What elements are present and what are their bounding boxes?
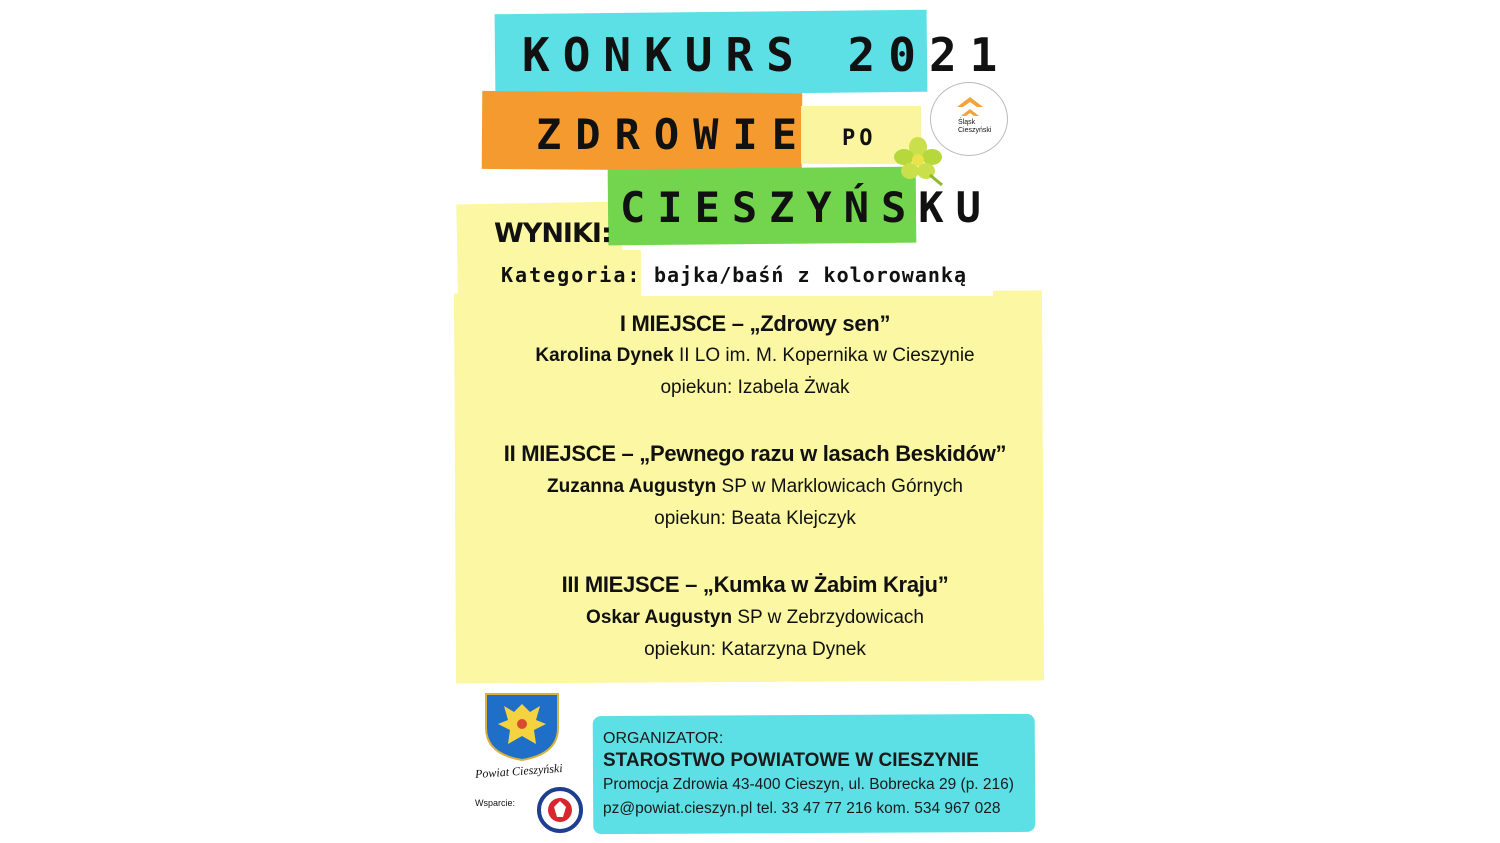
place-2-name: Zuzanna Augustyn — [547, 476, 717, 497]
place-2-person — [455, 476, 1055, 498]
logo-text-cieszynski: Cieszyński — [958, 127, 992, 134]
place-3-guardian: opiekun: Katarzyna Dynek — [644, 639, 866, 660]
organizer-name: STAROSTWO POWIATOWE W CIESZYNIE — [603, 750, 979, 771]
place-2-guardian: opiekun: Beata Klejczyk — [654, 508, 856, 529]
mountain-icon — [955, 95, 985, 117]
place-1-guardian: opiekun: Izabela Żwak — [660, 377, 850, 398]
place-3-name: Oskar Augustyn — [586, 607, 733, 628]
powiat-crest-icon — [482, 690, 562, 762]
place-1-person — [455, 345, 1055, 367]
sanepid-logo-icon — [537, 787, 583, 833]
place-2-title: II MIEJSCE – „Pewnego razu w lasach Beskidów” — [503, 441, 1007, 466]
category-value: bajka/baśń z kolorowanką — [654, 263, 967, 287]
place-3-school: SP w Zebrzydowicach — [732, 607, 924, 628]
category-label: Kategoria: — [501, 263, 642, 287]
organizer-label: ORGANIZATOR: — [603, 730, 724, 747]
logo-text-slask: Śląsk — [958, 119, 976, 126]
title-zdrowie: ZDROWIE — [536, 110, 812, 159]
place-1-school: II LO im. M. Kopernika w Cieszynie — [673, 345, 975, 366]
support-label: Wsparcie: — [475, 798, 516, 808]
results-label: WYNIKI: — [494, 218, 611, 249]
place-1-title: I MIEJSCE – „Zdrowy sen” — [619, 311, 891, 336]
place-3-person — [455, 607, 1055, 629]
place-2-school: SP w Marklowicach Górnych — [716, 476, 963, 497]
place-3-title: III MIEJSCE – „Kumka w Żabim Kraju” — [561, 572, 949, 597]
organizer-contact: pz@powiat.cieszyn.pl tel. 33 47 77 216 kom. 534 967 028 — [603, 800, 1001, 817]
title-po: PO — [842, 126, 877, 151]
title-cieszynsku: CIESZYŃSKU — [620, 183, 993, 232]
flower-icon — [890, 135, 946, 187]
powiat-caption: Powiat Cieszyński — [474, 760, 564, 782]
place-1-name: Karolina Dynek — [535, 345, 674, 366]
slask-cieszynski-logo — [930, 82, 1008, 156]
organizer-address: Promocja Zdrowia 43-400 Cieszyn, ul. Bobrecka 29 (p. 216) — [603, 776, 1014, 793]
title-konkurs: KONKURS 2021 — [522, 28, 1011, 82]
